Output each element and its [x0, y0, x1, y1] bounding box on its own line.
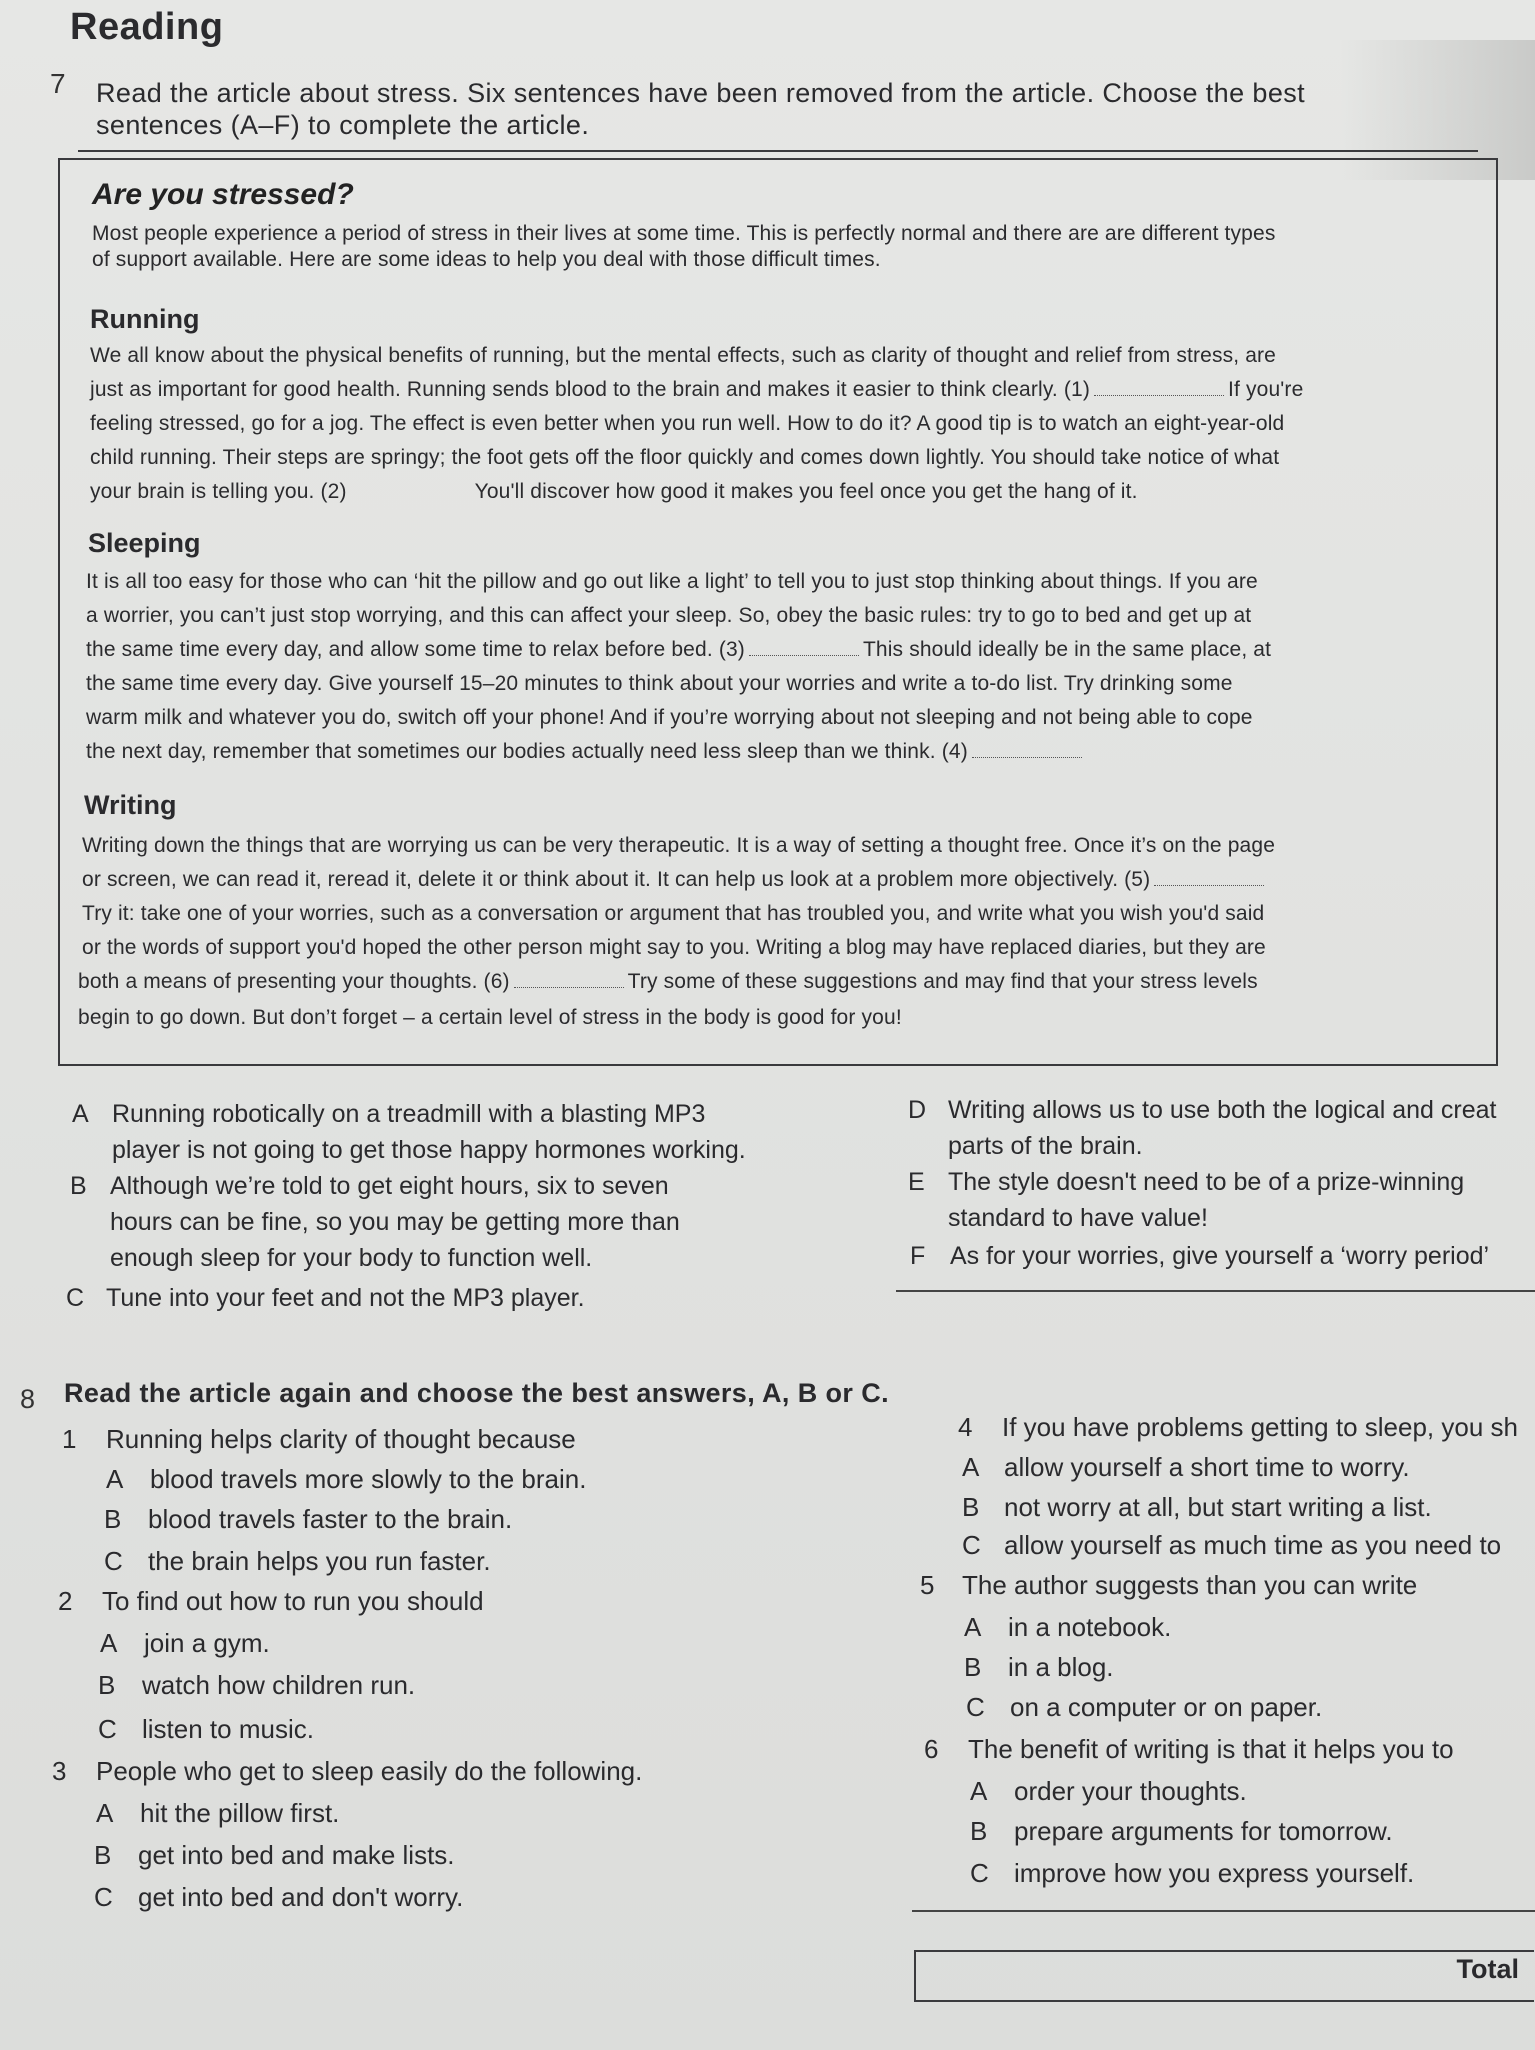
question-1: 1 Running helps clarity of thought because: [62, 1424, 576, 1454]
answer-option[interactable]: B not worry at all, but start writing a list.: [962, 1492, 1432, 1522]
divider: [896, 1290, 1535, 1292]
answer-option[interactable]: A in a notebook.: [964, 1612, 1172, 1642]
writing-line: Writing down the things that are worrying us can be very therapeutic. It is a way of setting a thought free. Once it’s on the page: [82, 834, 1276, 857]
running-line: We all know about the physical benefits of running, but the mental effects, such as clarity of thought and relief from stress, are: [90, 344, 1277, 367]
section-title: Reading: [70, 6, 224, 48]
option-a-cont: player is not going to get those happy hormones working.: [112, 1136, 746, 1164]
running-line: just as important for good health. Running sends blood to the brain and makes it easier to think clearly. (1) If you're: [90, 378, 1304, 401]
gap-5[interactable]: [1154, 885, 1264, 886]
option-b: B Although we’re told to get eight hours, six to seven: [70, 1172, 669, 1200]
running-line: your brain is telling you. (2) You'll discover how good it makes you feel once you get the hang of it.: [90, 480, 1138, 503]
option-e-cont: standard to have value!: [948, 1204, 1208, 1232]
answer-option[interactable]: C on a computer or on paper.: [966, 1692, 1323, 1722]
answer-option[interactable]: A blood travels more slowly to the brain.: [106, 1464, 587, 1494]
option-b-cont: enough sleep for your body to function well.: [110, 1244, 593, 1272]
answer-option[interactable]: B prepare arguments for tomorrow.: [970, 1816, 1393, 1846]
question-6: 6 The benefit of writing is that it helps you to: [924, 1734, 1454, 1764]
question-4: 4 If you have problems getting to sleep, you sh: [958, 1412, 1518, 1442]
answer-option[interactable]: B watch how children run.: [98, 1670, 416, 1700]
question-5: 5 The author suggests than you can write: [920, 1570, 1418, 1600]
answer-option[interactable]: A join a gym.: [100, 1628, 270, 1658]
option-d-cont: parts of the brain.: [948, 1132, 1143, 1160]
writing-line: begin to go down. But don’t forget – a certain level of stress in the body is good for you!: [78, 1006, 902, 1029]
sleeping-line: a worrier, you can’t just stop worrying, and this can affect your sleep. So, obey the basic rules: try to go to bed and get up at: [86, 604, 1252, 627]
divider: [78, 150, 1478, 152]
exercise-7-instruction-2: sentences (A–F) to complete the article.: [96, 110, 590, 140]
exercise-8-instruction: Read the article again and choose the best answers, A, B or C.: [64, 1378, 890, 1408]
answer-option[interactable]: C improve how you express yourself.: [970, 1858, 1415, 1888]
answer-option[interactable]: B get into bed and make lists.: [94, 1840, 455, 1870]
answer-option[interactable]: A allow yourself a short time to worry.: [962, 1452, 1410, 1482]
exercise-8-number: 8: [20, 1384, 36, 1414]
option-d: D Writing allows us to use both the logical and creat: [908, 1096, 1497, 1124]
option-e: E The style doesn't need to be of a prize-winning: [908, 1168, 1465, 1196]
answer-option[interactable]: C listen to music.: [98, 1714, 314, 1744]
option-f: F As for your worries, give yourself a ‘worry period’: [910, 1242, 1490, 1270]
gap-4[interactable]: [972, 757, 1082, 758]
heading-writing: Writing: [84, 790, 177, 820]
gap-6[interactable]: [514, 987, 624, 988]
heading-running: Running: [90, 304, 200, 334]
exercise-7-instruction: Read the article about stress. Six sentences have been removed from the article. Choose the best: [96, 78, 1306, 108]
sleeping-line: It is all too easy for those who can ‘hit the pillow and go out like a light’ to tell you to just stop thinking about things. If you are: [86, 570, 1258, 593]
sleeping-line: the same time every day, and allow some time to relax before bed. (3) This should ideally be in the same place, at: [86, 638, 1272, 661]
writing-line: or the words of support you'd hoped the other person might say to you. Writing a blog may have replaced diaries, but they are: [82, 936, 1266, 959]
answer-option[interactable]: A hit the pillow first.: [96, 1798, 340, 1828]
writing-line: Try it: take one of your worries, such as a conversation or argument that has troubled you, and write what you wish you'd said: [82, 902, 1265, 925]
answer-option[interactable]: C the brain helps you run faster.: [104, 1546, 491, 1576]
exercise-7-number: 7: [50, 68, 66, 99]
answer-option[interactable]: A order your thoughts.: [970, 1776, 1247, 1806]
gap-1[interactable]: [1094, 395, 1224, 396]
sleeping-line: the next day, remember that sometimes our bodies actually need less sleep than we think. (4): [86, 740, 1086, 764]
total-box: [914, 1950, 1534, 2002]
question-3: 3 People who get to sleep easily do the following.: [52, 1756, 643, 1786]
sleeping-line: warm milk and whatever you do, switch off your phone! And if you’re worrying about not sleeping and not being able to cope: [86, 706, 1253, 729]
sleeping-line: the same time every day. Give yourself 15–20 minutes to think about your worries and write a to-do list. Try drinking some: [86, 672, 1233, 695]
total-label: Total: [1456, 1954, 1519, 1984]
answer-option[interactable]: C allow yourself as much time as you need to: [962, 1530, 1502, 1560]
intro-line: Most people experience a period of stress in their lives at some time. This is perfectly normal and there are are different types: [92, 222, 1276, 245]
writing-line: both a means of presenting your thoughts. (6) Try some of these suggestions and may find that your stress levels: [78, 970, 1258, 993]
question-2: 2 To find out how to run you should: [58, 1586, 484, 1616]
option-a: A Running robotically on a treadmill with a blasting MP3: [72, 1100, 706, 1128]
option-c: C Tune into your feet and not the MP3 player.: [66, 1284, 585, 1312]
answer-option[interactable]: B in a blog.: [964, 1652, 1114, 1682]
writing-line: or screen, we can read it, reread it, delete it or think about it. It can help us look at a problem more objectively. (5): [82, 868, 1268, 892]
running-line: child running. Their steps are springy; the foot gets off the floor quickly and comes down lightly. You should take notice of what: [90, 446, 1280, 469]
running-line: feeling stressed, go for a jog. The effect is even better when you run well. How to do it? A good tip is to watch an eight-year-old: [90, 412, 1285, 435]
article-title: Are you stressed?: [92, 178, 354, 211]
option-b-cont: hours can be fine, so you may be getting more than: [110, 1208, 680, 1236]
divider: [912, 1910, 1535, 1912]
gap-3[interactable]: [749, 655, 859, 656]
answer-option[interactable]: B blood travels faster to the brain.: [104, 1504, 513, 1534]
heading-sleeping: Sleeping: [88, 528, 201, 558]
answer-option[interactable]: C get into bed and don't worry.: [94, 1882, 464, 1912]
intro-line: of support available. Here are some ideas to help you deal with those difficult times.: [92, 248, 881, 271]
